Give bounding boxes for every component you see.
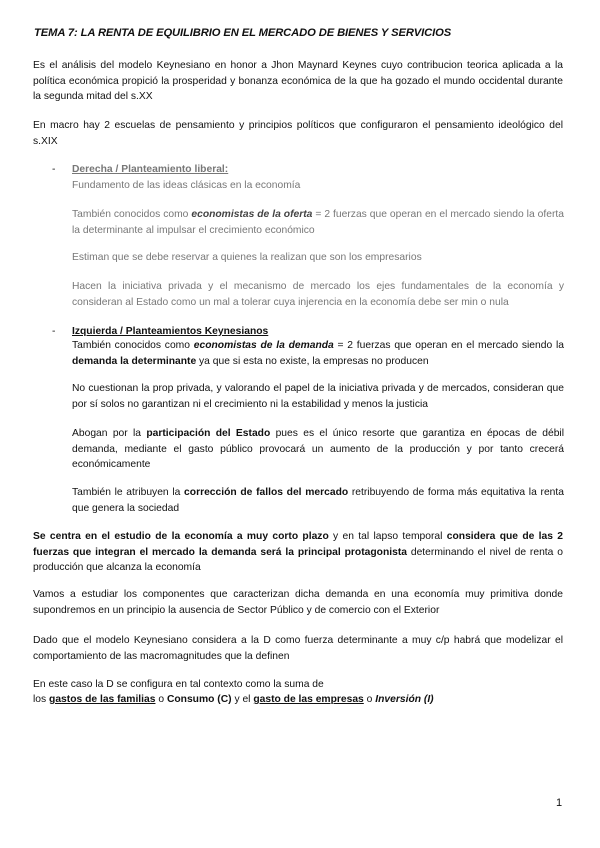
emphasis: participación del Estado bbox=[146, 428, 271, 439]
text: retribuyendo de forma más equitativa la renta que genera la sociedad bbox=[72, 487, 564, 514]
sum-line: En este caso la D se configura en tal contexto como la suma de bbox=[33, 679, 324, 690]
emphasis: gasto de las empresas bbox=[253, 694, 364, 705]
emphasis: Se centra en el estudio de la economía a muy corto plazo bbox=[33, 531, 329, 542]
emphasis: Consumo (C) bbox=[166, 694, 232, 705]
izquierda-p3 bbox=[72, 426, 564, 473]
emphasis: corrección de fallos del mercado bbox=[184, 487, 349, 498]
schools-paragraph: En macro hay 2 escuelas de pensamiento y principios políticos que configuraron el pensamiento ideológico del s.XIX bbox=[33, 120, 563, 147]
text: determinando el nivel de renta o producción que alcanza la economía bbox=[33, 546, 563, 573]
sum-components bbox=[33, 692, 563, 708]
emphasis: Inversión (I) bbox=[375, 694, 434, 705]
text: o bbox=[363, 694, 376, 705]
derecha-heading: Derecha / Planteamiento liberal: bbox=[72, 164, 229, 175]
page-number: 1 bbox=[556, 797, 563, 809]
page-title: TEMA 7: LA RENTA DE EQUILIBRIO EN EL MERCADO DE BIENES Y SERVICIOS bbox=[34, 27, 452, 39]
intro-paragraph: Es el análisis del modelo Keynesiano en honor a Jhon Maynard Keynes cuyo contribucion teorica aplicada a la política económica propició la prosperidad y bonanza económica de la que ha gozado el mundo occidental durante la segunda mitad del s.XX bbox=[33, 60, 563, 102]
text: = 2 fuerzas que operan en el mercado siendo la oferta la determinante al impulsar el crecimiento económico bbox=[72, 209, 564, 236]
izquierda-heading: Izquierda / Planteamientos Keynesianos bbox=[72, 326, 269, 337]
derecha-p4: Hacen la iniciativa privada y el mecanismo de mercado los ejes fundamentales de la economía y consideran al Estado como un mal a tolerar cuya injerencia en la economía debe ser min o nula bbox=[72, 281, 564, 308]
text: o bbox=[155, 694, 167, 705]
text: También conocidos como bbox=[72, 209, 192, 220]
izquierda-p1 bbox=[72, 338, 564, 369]
emphasis: considera que de las 2 fuerzas que integran el mercado la demanda será la principal protagonista bbox=[33, 531, 564, 558]
emphasis: demanda la determinante bbox=[72, 355, 197, 367]
text: También le atribuyen la bbox=[72, 487, 185, 498]
derecha-p2 bbox=[72, 207, 564, 238]
bullet-dash: - bbox=[52, 164, 56, 175]
text: ya que si esta no existe, la empresas no producen bbox=[196, 355, 429, 367]
text: y en tal lapso temporal bbox=[328, 531, 447, 542]
text: y el bbox=[231, 694, 254, 705]
derecha-p1: Fundamento de las ideas clásicas en la economía bbox=[72, 180, 301, 191]
study-paragraph: Vamos a estudiar los componentes que caracterizan dicha demanda en una economía muy primitiva donde supondremos en un principio la ausencia de Sector Público y de comercio con el Exterior bbox=[33, 589, 563, 616]
text: = 2 fuerzas que operan en el mercado siendo la bbox=[333, 340, 564, 351]
derecha-p3: Estiman que se debe reservar a quienes la realizan que son los empresarios bbox=[72, 252, 422, 263]
focus-paragraph bbox=[33, 529, 563, 576]
text: los bbox=[33, 694, 50, 705]
bullet-dash: - bbox=[52, 326, 56, 337]
emphasis: gastos de las familias bbox=[49, 694, 156, 705]
model-paragraph: Dado que el modelo Keynesiano considera a la D como fuerza determinante a muy c/p habrá que modelizar el comportamiento de las macromagnitudes que la definen bbox=[33, 635, 563, 662]
text: Abogan por la bbox=[72, 428, 147, 439]
izquierda-p4 bbox=[72, 485, 564, 516]
text: También conocidos como bbox=[72, 340, 194, 351]
text: pues es el único resorte que garantiza en épocas de débil demanda, mediante el gasto público provocará un aumento de la producción y por tanto crecerá económicamente bbox=[72, 428, 564, 470]
izquierda-p2: No cuestionan la prop privada, y valorando el papel de la iniciativa privada y de mercados, consideran que por sí solos no garantizan ni el crecimiento ni la estabilidad y menos la justicia bbox=[72, 383, 564, 410]
emphasis: economistas de la demanda bbox=[193, 340, 334, 351]
emphasis: economistas de la oferta bbox=[191, 209, 313, 220]
